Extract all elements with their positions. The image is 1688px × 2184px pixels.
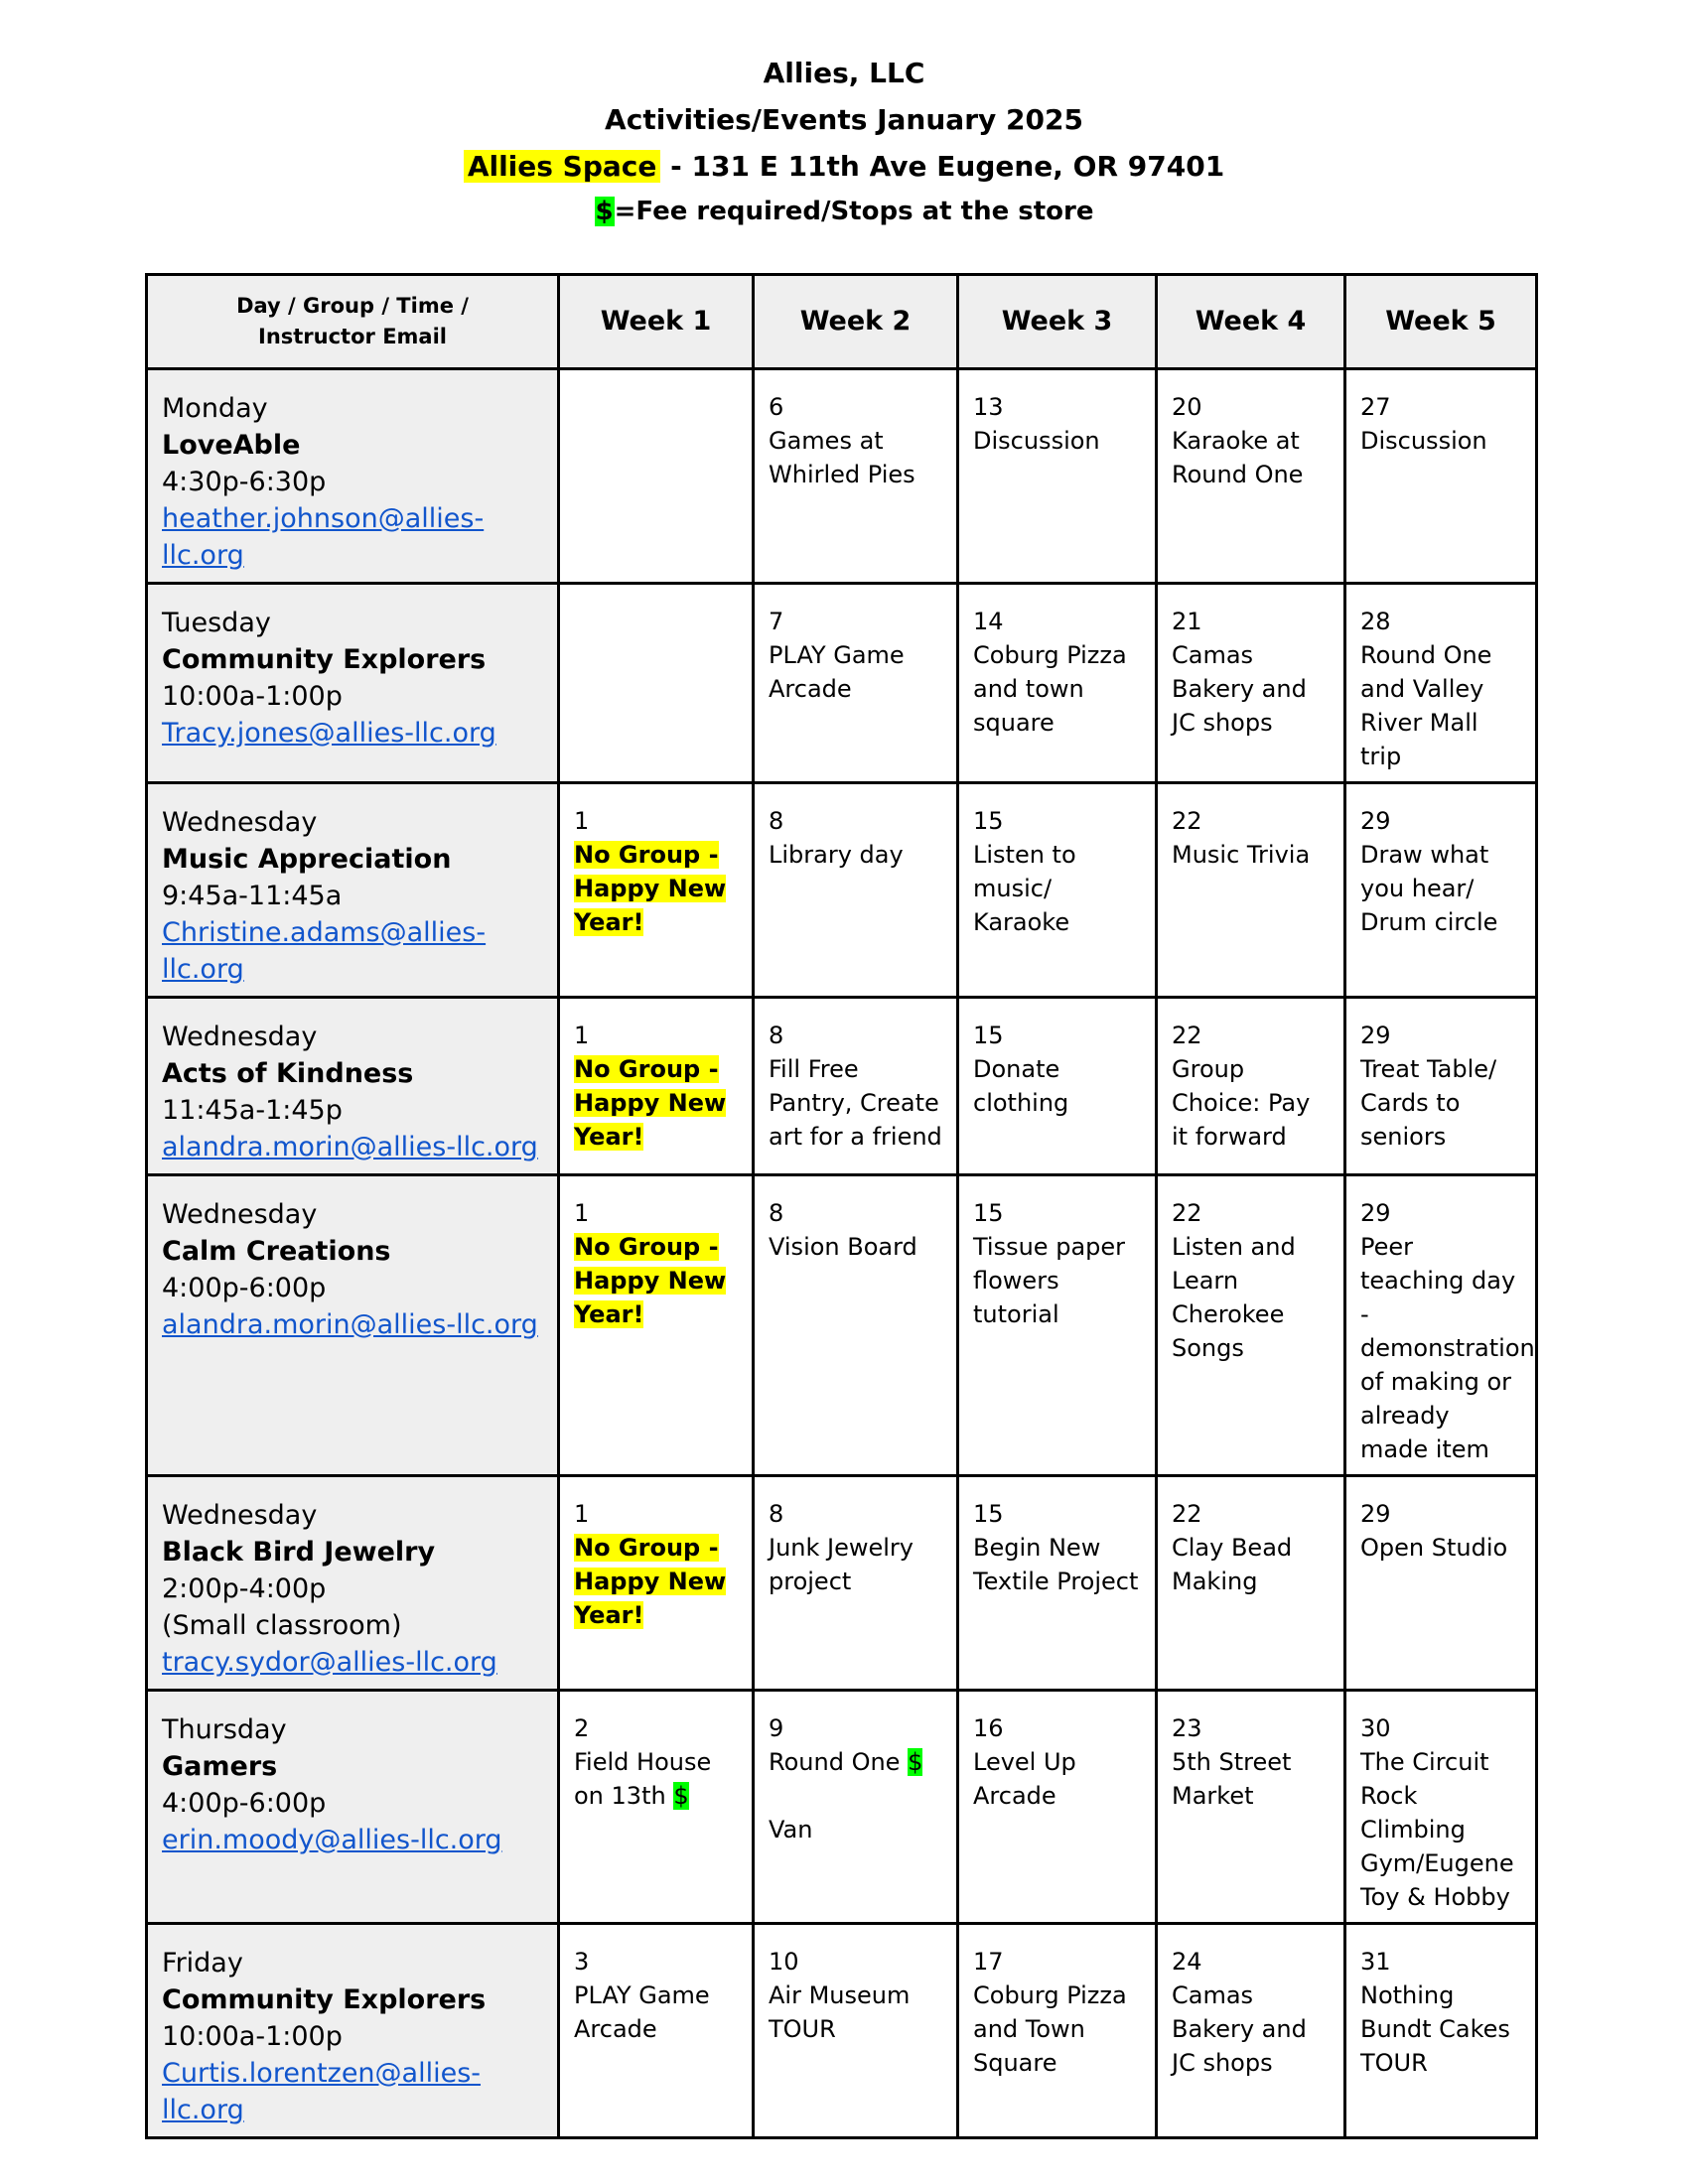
group-info-cell bbox=[147, 584, 559, 783]
event-date: 21 bbox=[1172, 608, 1202, 635]
email-wrapper bbox=[162, 1129, 543, 1165]
instructor-email-link[interactable]: alandra.morin@allies-llc.org bbox=[162, 1132, 538, 1162]
group-time: 10:00a-1:00p bbox=[162, 2021, 343, 2052]
column-header-week-2 bbox=[754, 275, 958, 369]
week-1-cell bbox=[559, 1924, 754, 2138]
venue-address: - 131 E 11th Ave Eugene, OR 97401 bbox=[670, 150, 1225, 183]
week-4-cell bbox=[1157, 1924, 1345, 2138]
event-date: 24 bbox=[1172, 1948, 1202, 1976]
group-day: Monday bbox=[162, 393, 268, 424]
week-2-cell bbox=[754, 1175, 958, 1476]
no-group-text: No Group - Happy New Year! bbox=[574, 1534, 727, 1629]
instructor-email-link[interactable]: alandra.morin@allies-llc.org bbox=[162, 1309, 538, 1340]
event-description bbox=[973, 424, 1141, 458]
event-description bbox=[574, 1979, 738, 2046]
group-day: Thursday bbox=[162, 1714, 287, 1745]
org-name: Allies, LLC bbox=[763, 57, 925, 89]
week-1-cell bbox=[559, 584, 754, 783]
week-5-cell bbox=[1345, 1691, 1537, 1924]
week-2-cell bbox=[754, 369, 958, 584]
event-text: Karaoke at Round One bbox=[1172, 427, 1304, 488]
column-header-text: Week 5 bbox=[1385, 306, 1496, 337]
event-description bbox=[1172, 1230, 1330, 1365]
group-name: Music Appreciation bbox=[162, 844, 452, 875]
event-text: PLAY Game Arcade bbox=[574, 1981, 710, 2043]
event-text: Air Museum TOUR bbox=[769, 1981, 911, 2043]
group-time: 9:45a-11:45a bbox=[162, 881, 343, 911]
event-description bbox=[973, 638, 1141, 740]
event-description bbox=[769, 1979, 942, 2046]
email-wrapper bbox=[162, 2055, 543, 2128]
event-text: Fill Free Pantry, Create art for a friend bbox=[769, 1055, 942, 1151]
event-date: 30 bbox=[1360, 1714, 1391, 1742]
event-text: Discussion bbox=[973, 427, 1100, 455]
instructor-email-link[interactable]: erin.moody@allies-llc.org bbox=[162, 1825, 502, 1855]
schedule-row bbox=[147, 584, 1537, 783]
event-date: 31 bbox=[1360, 1948, 1391, 1976]
event-text: Junk Jewelry project bbox=[769, 1534, 914, 1595]
week-5-cell bbox=[1345, 1924, 1537, 2138]
no-group-notice bbox=[574, 838, 738, 939]
event-text: Camas Bakery and JC shops bbox=[1172, 1981, 1307, 2077]
event-description bbox=[1360, 1052, 1521, 1154]
week-5-cell bbox=[1345, 998, 1537, 1175]
event-description bbox=[1360, 838, 1521, 939]
event-text: Begin New Textile Project bbox=[973, 1534, 1139, 1595]
group-info-cell bbox=[147, 1175, 559, 1476]
group-location-note: (Small classroom) bbox=[162, 1610, 402, 1641]
group-info-cell bbox=[147, 369, 559, 584]
event-text: Listen and Learn Cherokee Songs bbox=[1172, 1233, 1296, 1362]
week-2-cell bbox=[754, 998, 958, 1175]
no-group-notice bbox=[574, 1230, 738, 1331]
week-5-cell bbox=[1345, 1175, 1537, 1476]
event-text: Treat Table/ Cards to seniors bbox=[1360, 1055, 1497, 1151]
week-2-cell bbox=[754, 1691, 958, 1924]
event-transport-note: Van bbox=[769, 1816, 813, 1843]
event-text: Library day bbox=[769, 841, 904, 869]
column-header-text: Week 4 bbox=[1195, 306, 1307, 337]
group-name: Acts of Kindness bbox=[162, 1058, 414, 1089]
event-text: Discussion bbox=[1360, 427, 1487, 455]
blank-line bbox=[769, 1779, 942, 1813]
group-info-cell bbox=[147, 1691, 559, 1924]
event-date: 22 bbox=[1172, 1199, 1202, 1227]
event-date: 10 bbox=[769, 1948, 799, 1976]
event-text: Coburg Pizza and Town Square bbox=[973, 1981, 1127, 2077]
event-text: Tissue paper flowers tutorial bbox=[973, 1233, 1126, 1328]
week-4-cell bbox=[1157, 584, 1345, 783]
group-info-cell bbox=[147, 783, 559, 998]
event-text: Draw what you hear/ Drum circle bbox=[1360, 841, 1498, 936]
instructor-email-link[interactable]: tracy.sydor@allies-llc.org bbox=[162, 1647, 497, 1678]
event-description bbox=[1172, 1052, 1330, 1154]
no-group-text: No Group - Happy New Year! bbox=[574, 841, 727, 936]
group-day: Wednesday bbox=[162, 1199, 318, 1230]
column-header-week-1 bbox=[559, 275, 754, 369]
event-description bbox=[973, 1230, 1141, 1331]
event-text: Field House on 13th bbox=[574, 1748, 712, 1810]
event-date: 14 bbox=[973, 608, 1004, 635]
event-description bbox=[1172, 1979, 1330, 2080]
week-3-cell bbox=[958, 369, 1157, 584]
event-date: 8 bbox=[769, 1022, 784, 1049]
event-date: 16 bbox=[973, 1714, 1004, 1742]
event-text: Open Studio bbox=[1360, 1534, 1508, 1562]
group-day: Wednesday bbox=[162, 1022, 318, 1052]
week-4-cell bbox=[1157, 783, 1345, 998]
document-header bbox=[0, 50, 1688, 233]
event-description bbox=[1172, 424, 1330, 491]
week-5-cell bbox=[1345, 584, 1537, 783]
email-wrapper bbox=[162, 1644, 543, 1681]
column-header-week-4 bbox=[1157, 275, 1345, 369]
event-text: Round One bbox=[769, 1748, 901, 1776]
week-4-cell bbox=[1157, 369, 1345, 584]
event-description bbox=[1172, 638, 1330, 740]
schedule-row bbox=[147, 369, 1537, 584]
instructor-email-link[interactable]: heather.johnson@allies-llc.org bbox=[162, 503, 485, 571]
event-date: 27 bbox=[1360, 393, 1391, 421]
fee-marker: $ bbox=[908, 1748, 923, 1776]
event-description bbox=[973, 1979, 1141, 2080]
week-3-cell bbox=[958, 1476, 1157, 1691]
group-day: Wednesday bbox=[162, 1500, 318, 1531]
week-4-cell bbox=[1157, 1691, 1345, 1924]
event-date: 17 bbox=[973, 1948, 1004, 1976]
event-text: 5th Street Market bbox=[1172, 1748, 1292, 1810]
event-text: Camas Bakery and JC shops bbox=[1172, 641, 1307, 737]
event-description bbox=[769, 638, 942, 706]
event-text: Games at Whirled Pies bbox=[769, 427, 915, 488]
group-day: Friday bbox=[162, 1948, 243, 1979]
no-group-notice bbox=[574, 1531, 738, 1632]
event-description bbox=[1172, 1531, 1330, 1598]
event-date: 15 bbox=[973, 1500, 1004, 1528]
event-date: 22 bbox=[1172, 1022, 1202, 1049]
event-date: 22 bbox=[1172, 807, 1202, 835]
instructor-email-link[interactable]: Christine.adams@allies-llc.org bbox=[162, 917, 487, 985]
group-name: Community Explorers bbox=[162, 644, 487, 675]
column-header-text: Week 3 bbox=[1001, 306, 1113, 337]
email-wrapper bbox=[162, 500, 543, 574]
column-header-label bbox=[147, 275, 559, 369]
group-name: LoveAble bbox=[162, 430, 301, 461]
event-date: 15 bbox=[973, 807, 1004, 835]
event-text: Music Trivia bbox=[1172, 841, 1311, 869]
column-header-text: Day / Group / Time / Instructor Email bbox=[236, 294, 469, 348]
event-description bbox=[1360, 424, 1521, 458]
event-date: 22 bbox=[1172, 1500, 1202, 1528]
event-description bbox=[1360, 1531, 1521, 1565]
group-time: 4:00p-6:00p bbox=[162, 1273, 327, 1303]
week-5-cell bbox=[1345, 783, 1537, 998]
schedule-table bbox=[145, 273, 1538, 2139]
event-date: 7 bbox=[769, 608, 784, 635]
event-text: The Circuit Rock Climbing Gym/Eugene Toy & Hobby bbox=[1360, 1748, 1514, 1911]
week-1-cell bbox=[559, 783, 754, 998]
week-1-cell bbox=[559, 1691, 754, 1924]
event-description bbox=[973, 1052, 1141, 1120]
group-time: 10:00a-1:00p bbox=[162, 681, 343, 712]
week-3-cell bbox=[958, 1924, 1157, 2138]
email-wrapper bbox=[162, 1822, 543, 1858]
week-5-cell bbox=[1345, 1476, 1537, 1691]
event-date: 23 bbox=[1172, 1714, 1202, 1742]
column-header-text: Week 2 bbox=[799, 306, 912, 337]
column-header-week-3 bbox=[958, 275, 1157, 369]
event-text: PLAY Game Arcade bbox=[769, 641, 905, 703]
event-description bbox=[1360, 1230, 1535, 1466]
event-date: 8 bbox=[769, 807, 784, 835]
event-date: 29 bbox=[1360, 807, 1391, 835]
event-description bbox=[1172, 1745, 1330, 1813]
schedule-row bbox=[147, 998, 1537, 1175]
group-time: 4:30p-6:30p bbox=[162, 467, 327, 497]
event-text: Peer teaching day - demonstration of making or already made item bbox=[1360, 1233, 1535, 1463]
week-2-cell bbox=[754, 584, 958, 783]
week-4-cell bbox=[1157, 1175, 1345, 1476]
event-date: 1 bbox=[574, 807, 590, 835]
event-text: Listen to music/ Karaoke bbox=[973, 841, 1076, 936]
event-text: Nothing Bundt Cakes TOUR bbox=[1360, 1981, 1510, 2077]
event-date: 8 bbox=[769, 1199, 784, 1227]
week-2-cell bbox=[754, 1924, 958, 2138]
event-date: 8 bbox=[769, 1500, 784, 1528]
schedule-body bbox=[147, 369, 1537, 2138]
group-time: 2:00p-4:00p bbox=[162, 1573, 327, 1604]
document-title: Activities/Events January 2025 bbox=[605, 103, 1083, 136]
event-date: 29 bbox=[1360, 1022, 1391, 1049]
event-date: 1 bbox=[574, 1022, 590, 1049]
event-description bbox=[769, 838, 942, 872]
instructor-email-link[interactable]: Tracy.jones@allies-llc.org bbox=[162, 718, 496, 749]
event-text: Vision Board bbox=[769, 1233, 917, 1261]
instructor-email-link[interactable]: Curtis.lorentzen@allies-llc.org bbox=[162, 2058, 482, 2125]
event-date: 15 bbox=[973, 1022, 1004, 1049]
schedule-row bbox=[147, 783, 1537, 998]
group-name: Gamers bbox=[162, 1751, 278, 1782]
event-description bbox=[574, 1745, 738, 1813]
event-description bbox=[769, 1230, 942, 1264]
week-2-cell bbox=[754, 783, 958, 998]
group-name: Calm Creations bbox=[162, 1236, 391, 1267]
event-description bbox=[973, 838, 1141, 939]
event-description bbox=[1360, 1745, 1521, 1914]
event-date: 29 bbox=[1360, 1500, 1391, 1528]
week-3-cell bbox=[958, 584, 1157, 783]
event-description bbox=[1360, 638, 1521, 773]
email-wrapper bbox=[162, 1306, 543, 1343]
group-info-cell bbox=[147, 1476, 559, 1691]
event-date: 9 bbox=[769, 1714, 784, 1742]
week-3-cell bbox=[958, 1175, 1157, 1476]
group-name: Black Bird Jewelry bbox=[162, 1537, 436, 1568]
no-group-text: No Group - Happy New Year! bbox=[574, 1233, 727, 1328]
group-name: Community Explorers bbox=[162, 1984, 487, 2015]
event-text: Group Choice: Pay it forward bbox=[1172, 1055, 1311, 1151]
email-wrapper bbox=[162, 914, 543, 988]
event-date: 15 bbox=[973, 1199, 1004, 1227]
group-day: Wednesday bbox=[162, 807, 318, 838]
event-date: 13 bbox=[973, 393, 1004, 421]
event-text: Round One and Valley River Mall trip bbox=[1360, 641, 1492, 770]
group-info-cell bbox=[147, 998, 559, 1175]
column-header-text: Week 1 bbox=[600, 306, 712, 337]
group-time: 4:00p-6:00p bbox=[162, 1788, 327, 1819]
schedule-row bbox=[147, 1476, 1537, 1691]
event-date: 28 bbox=[1360, 608, 1391, 635]
fee-symbol: $ bbox=[595, 197, 614, 226]
fee-marker: $ bbox=[673, 1782, 689, 1810]
event-description bbox=[769, 1052, 942, 1154]
venue-name: Allies Space bbox=[464, 150, 661, 183]
fee-legend-text: =Fee required/Stops at the store bbox=[614, 197, 1094, 226]
schedule-row bbox=[147, 1175, 1537, 1476]
week-3-cell bbox=[958, 783, 1157, 998]
week-1-cell bbox=[559, 1476, 754, 1691]
event-description bbox=[769, 1531, 942, 1598]
header-row bbox=[147, 275, 1537, 369]
event-description bbox=[1360, 1979, 1521, 2080]
event-description bbox=[1172, 838, 1330, 872]
no-group-text: No Group - Happy New Year! bbox=[574, 1055, 727, 1151]
fee-legend bbox=[0, 190, 1688, 233]
week-1-cell bbox=[559, 998, 754, 1175]
event-date: 2 bbox=[574, 1714, 590, 1742]
venue-line bbox=[0, 143, 1688, 190]
week-1-cell bbox=[559, 369, 754, 584]
week-4-cell bbox=[1157, 1476, 1345, 1691]
group-day: Tuesday bbox=[162, 608, 271, 638]
event-date: 1 bbox=[574, 1199, 590, 1227]
event-description bbox=[973, 1745, 1141, 1813]
event-date: 29 bbox=[1360, 1199, 1391, 1227]
schedule-row bbox=[147, 1691, 1537, 1924]
week-3-cell bbox=[958, 998, 1157, 1175]
event-date: 3 bbox=[574, 1948, 590, 1976]
event-description bbox=[973, 1531, 1141, 1598]
event-text: Clay Bead Making bbox=[1172, 1534, 1293, 1595]
group-info-cell bbox=[147, 1924, 559, 2138]
event-text: Donate clothing bbox=[973, 1055, 1069, 1117]
week-2-cell bbox=[754, 1476, 958, 1691]
group-time: 11:45a-1:45p bbox=[162, 1095, 343, 1126]
event-text: Coburg Pizza and town square bbox=[973, 641, 1127, 737]
week-3-cell bbox=[958, 1691, 1157, 1924]
schedule-row bbox=[147, 1924, 1537, 2138]
week-4-cell bbox=[1157, 998, 1345, 1175]
event-date: 1 bbox=[574, 1500, 590, 1528]
event-description bbox=[769, 1745, 942, 1779]
no-group-notice bbox=[574, 1052, 738, 1154]
email-wrapper bbox=[162, 715, 543, 751]
week-5-cell bbox=[1345, 369, 1537, 584]
week-1-cell bbox=[559, 1175, 754, 1476]
column-header-week-5 bbox=[1345, 275, 1537, 369]
event-description bbox=[769, 424, 942, 491]
event-date: 6 bbox=[769, 393, 784, 421]
event-date: 20 bbox=[1172, 393, 1202, 421]
event-text: Level Up Arcade bbox=[973, 1748, 1076, 1810]
